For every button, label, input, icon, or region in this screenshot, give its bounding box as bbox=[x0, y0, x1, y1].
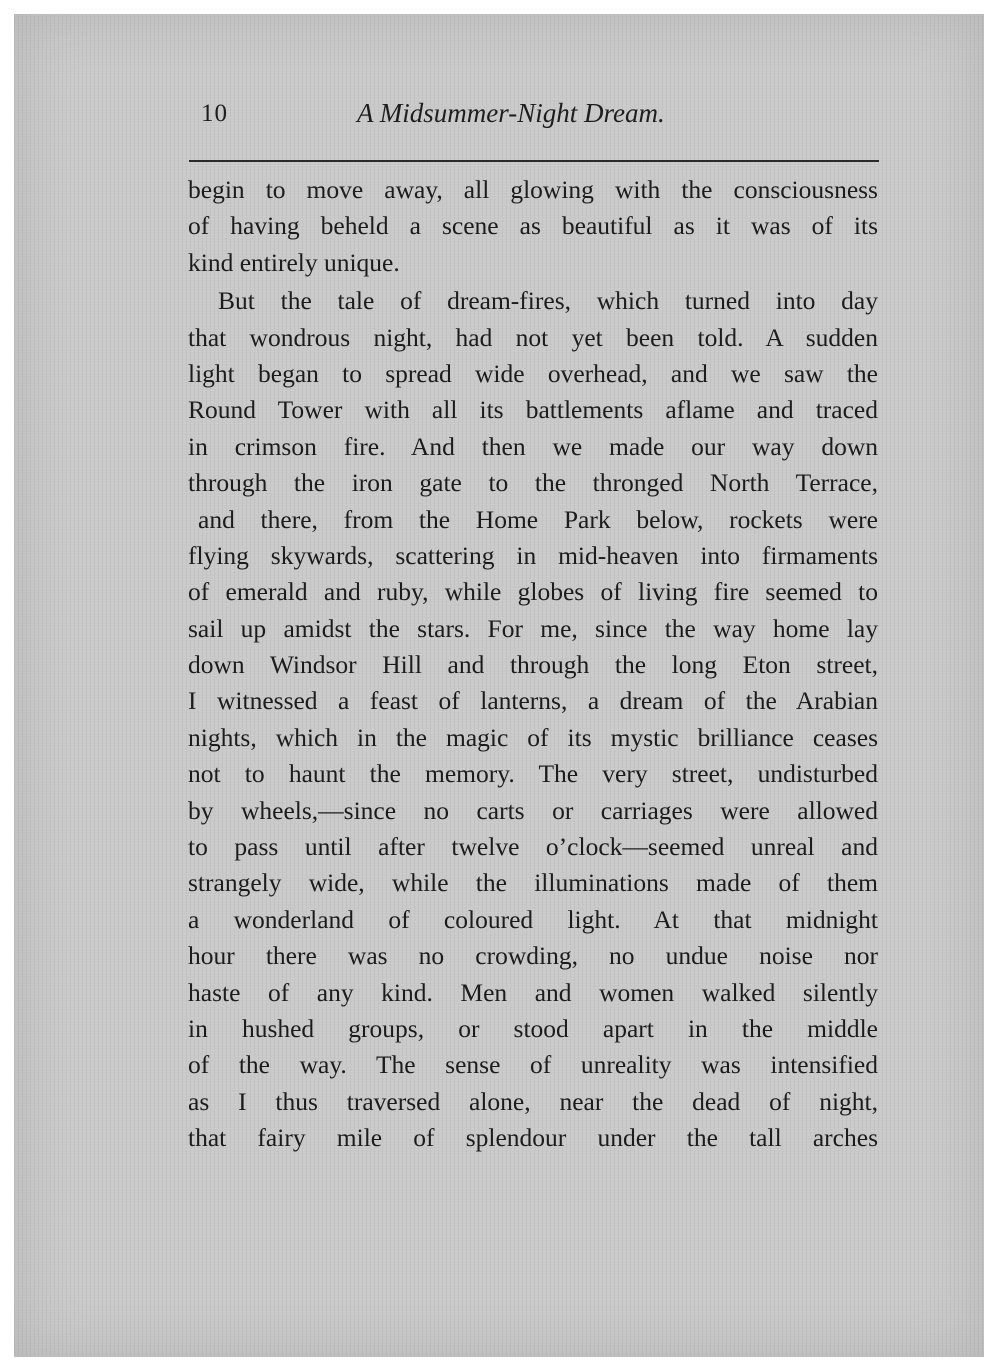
text-line: that fairy mile of splendour under the tall arches bbox=[188, 1123, 878, 1153]
text-line: sail up amidst the stars. For me, since the way home lay bbox=[188, 613, 878, 643]
text-line: down Windsor Hill and through the long Eton street, bbox=[188, 650, 878, 680]
header-rule bbox=[189, 160, 879, 162]
text-line: hour there was no crowding, no undue noise nor bbox=[188, 941, 878, 971]
text-line: Round Tower with all its battlements aflame and traced bbox=[188, 395, 878, 425]
text-line: nights, which in the magic of its mystic brilliance ceases bbox=[188, 722, 878, 752]
text-line: a wonderland of coloured light. At that midnight bbox=[188, 904, 878, 934]
book-page bbox=[14, 14, 984, 1357]
text-line: begin to move away, all glowing with the consciousness bbox=[188, 175, 878, 204]
text-line: haste of any kind. Men and women walked silently bbox=[188, 977, 878, 1007]
text-line: as I thus traversed alone, near the dead of night, bbox=[188, 1086, 878, 1116]
text-line: light began to spread wide overhead, and we saw the bbox=[188, 358, 878, 388]
text-line: I witnessed a feast of lanterns, a dream of the Arabian bbox=[188, 686, 878, 716]
text-line: of emerald and ruby, while globes of living fire seemed to bbox=[188, 577, 878, 607]
body-text bbox=[188, 172, 878, 1157]
text-line: not to haunt the memory. The very street, undisturbed bbox=[188, 759, 878, 789]
text-line: But the tale of dream-fires, which turned into day bbox=[218, 286, 878, 316]
running-title: A Midsummer-Night Dream. bbox=[357, 98, 665, 128]
text-line: that wondrous night, had not yet been told. A sudden bbox=[188, 322, 878, 352]
text-line: to pass until after twelve o’clock—seemed unreal and bbox=[188, 832, 878, 862]
text-line: flying skywards, scattering in mid-heaven into firmaments bbox=[188, 540, 878, 570]
text-line: and there, from the Home Park below, rockets were bbox=[198, 504, 878, 534]
page-number: 10 bbox=[201, 100, 228, 127]
text-line: by wheels,—since no carts or carriages were allowed bbox=[188, 795, 878, 825]
page-header bbox=[189, 100, 878, 140]
text-line: strangely wide, while the illuminations made of them bbox=[188, 868, 878, 898]
text-line: of having beheld a scene as beautiful as it was of its bbox=[188, 211, 878, 241]
text-line: kind entirely unique. bbox=[188, 247, 400, 277]
text-line: in crimson fire. And then we made our way down bbox=[188, 431, 878, 461]
text-line: through the iron gate to the thronged North Terrace, bbox=[188, 468, 878, 498]
text-line: of the way. The sense of unreality was intensified bbox=[188, 1050, 878, 1080]
text-line: in hushed groups, or stood apart in the middle bbox=[188, 1013, 878, 1043]
